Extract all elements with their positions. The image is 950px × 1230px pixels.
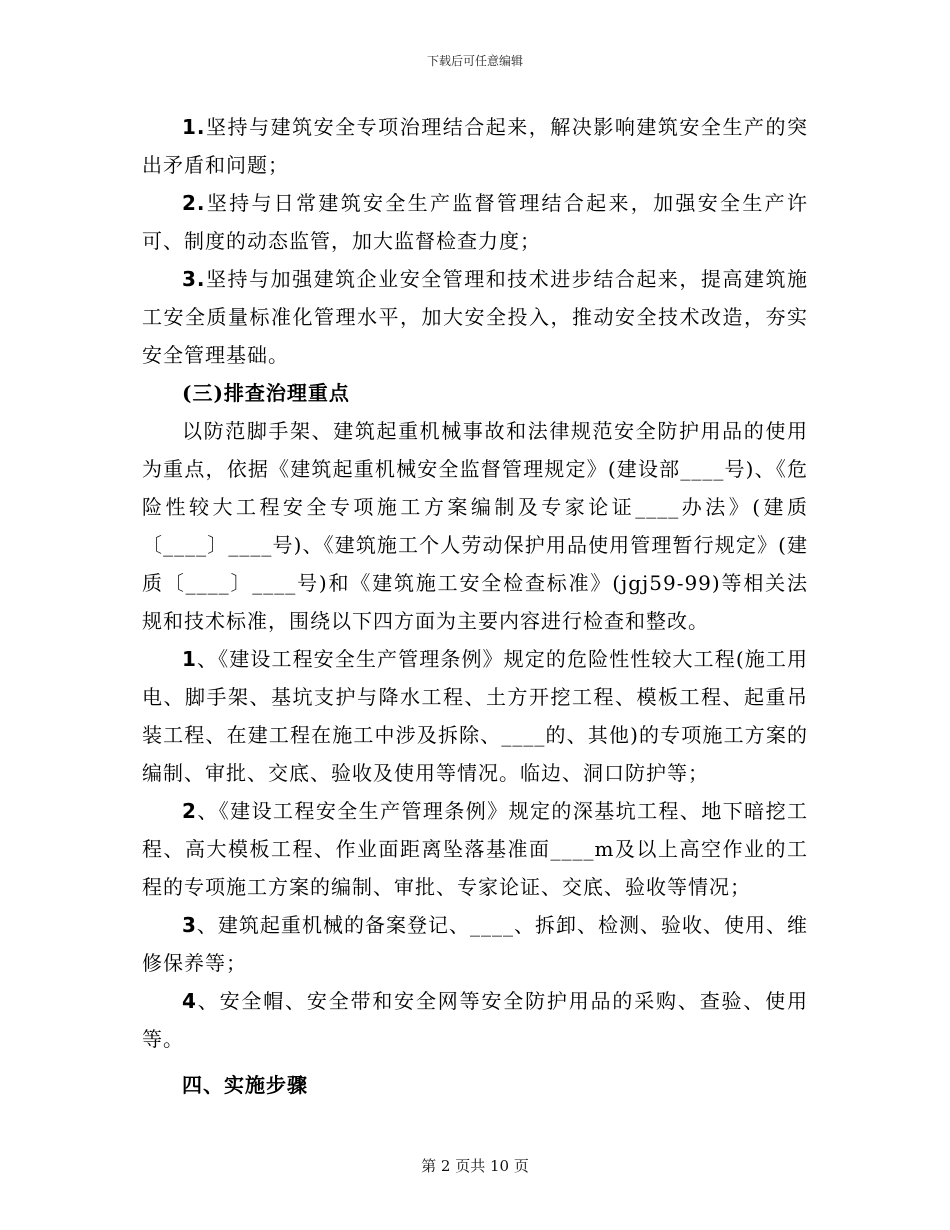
- document-body: [142, 108, 808, 1104]
- paragraph-text: 坚持与加强建筑企业安全管理和技术进步结合起来，提高建筑施工安全质量标准化管理水平，加大安全投入，推动安全技术改造，夯实安全管理基础。: [142, 267, 808, 367]
- paragraph-text: 坚持与日常建筑安全生产监督管理结合起来，加强安全生产许可、制度的动态监管，加大监督检查力度；: [142, 191, 808, 253]
- subsection-heading: (三)排查治理重点: [182, 381, 350, 405]
- paragraph-text: 、《建设工程安全生产管理条例》规定的深基坑工程、地下暗挖工程、高大模板工程、作业面距离坠落基准面____m及以上高空作业的工程的专项施工方案的编制、审批、专家论证、交底、验收等情况；: [142, 799, 808, 899]
- paragraph-item-3: [142, 906, 808, 982]
- paragraph-item-1: [142, 640, 808, 792]
- paragraph-text: 、建筑起重机械的备案登记、____、拆卸、检测、验收、使用、维修保养等；: [142, 913, 808, 975]
- paragraph-principle-1: [142, 108, 808, 184]
- item-number: 1.: [182, 115, 206, 139]
- paragraph-text: 、安全帽、安全带和安全网等安全防护用品的采购、查验、使用等。: [142, 989, 808, 1051]
- item-number: 2.: [182, 191, 206, 215]
- page-header: 下载后可任意编辑: [426, 54, 523, 68]
- paragraph-item-4: [142, 982, 808, 1058]
- item-number: 3: [182, 913, 197, 937]
- page-footer: 第 2 页共 10 页: [421, 1157, 529, 1175]
- item-number: 2: [182, 799, 197, 823]
- paragraph-focus: 以防范脚手架、建筑起重机械事故和法律规范安全防护用品的使用为重点，依据《建筑起重机械安全监督管理规定》(建设部____号)、《危险性较大工程安全专项施工方案编制及专家论证____办法》(建质〔____〕____号)、《建筑施工个人劳动保护用品使用管理暂行规定》(建质〔____〕____号)和《建筑施工安全检查标准》(jgj59-99)等相关法规和技术标准，围绕以下四方面为主要内容进行检查和整改。: [142, 419, 808, 633]
- paragraph-principle-3: [142, 260, 808, 374]
- item-number: 3.: [182, 267, 206, 291]
- section-heading: 四、实施步骤: [182, 1073, 308, 1097]
- paragraph-principle-2: [142, 184, 808, 260]
- paragraph-text: 坚持与建筑安全专项治理结合起来，解决影响建筑安全生产的突出矛盾和问题；: [142, 115, 808, 177]
- paragraph-text: 、《建设工程安全生产管理条例》规定的危险性性较大工程(施工用电、脚手架、基坑支护与降水工程、土方开挖工程、模板工程、起重吊装工程、在建工程在施工中涉及拆除、____的、其他)的专项施工方案的编制、审批、交底、验收及使用等情况。临边、洞口防护等；: [142, 647, 808, 785]
- item-number: 1: [182, 647, 197, 671]
- item-number: 4: [182, 989, 197, 1013]
- paragraph-item-2: [142, 792, 808, 906]
